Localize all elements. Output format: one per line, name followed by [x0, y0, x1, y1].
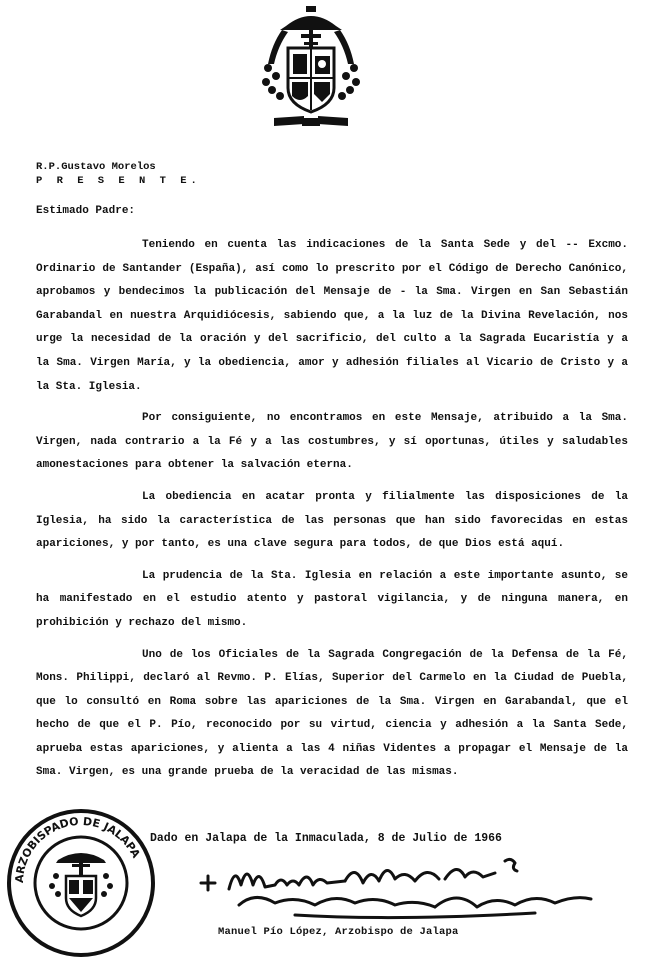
addressee-name: R.P.Gustavo Morelos: [36, 161, 156, 173]
signer-name: Manuel Pío López, Arzobispo de Jalapa: [218, 926, 459, 938]
salutation: Estimado Padre:: [36, 205, 136, 217]
handwritten-signature: [195, 855, 605, 930]
archdiocese-seal-icon: [6, 808, 156, 958]
paragraph: La prudencia de la Sta. Iglesia en relación a este importante asunto, se ha manifestado en el estudio atento y pastoral vigilancia, y de ninguna manera, en prohibición y rechazo del mismo.: [36, 569, 628, 629]
addressee-presente: P R E S E N T E.: [36, 175, 201, 187]
seal-text: ARZOBISPADO DE JALAPA: [12, 814, 143, 884]
addressee-block: [36, 160, 201, 188]
letter-body: [36, 234, 628, 793]
paragraph: Uno de los Oficiales de la Sagrada Congregación de la Defensa de la Fé, Mons. Philippi, declaró al Revmo. P. Elías, Superior del Carmelo en la Ciudad de Puebla, que lo consultó en Roma sobre las apariciones de la Sma. Virgen en Garabandal, que el hecho de que el P. Pío, reconocido por su virtud, ciencia y adhesión a la Santa Sede, aprueba estas apariciones, y alienta a las 4 niñas Videntes a propagar el Mensaje de la Sma. Virgen, es una grande prueba de la veracidad de las mismas.: [36, 648, 628, 779]
coat-of-arms-icon: [258, 4, 364, 132]
paragraph: Por consiguiente, no encontramos en este Mensaje, atribuido a la Sma. Virgen, nada contrario a la Fé y a las costumbres, y sí oportunas, útiles y saludables amonestaciones para obtener la salvación eterna.: [36, 412, 628, 472]
paragraph: Teniendo en cuenta las indicaciones de la Santa Sede y del -- Excmo. Ordinario de Santander (España), así como lo prescrito por el Código de Derecho Canónico, aprobamos y bendecimos la publicación del Mensaje de - la Sma. Virgen en San Sebastián Garabandal en nuestra Arquidiócesis, sabiendo que, a la luz de la Divina Revelación, nos urge la necesidad de la oración y del sacrificio, del culto a la Sagrada Eucaristía y a la Sma. Virgen María, y la obediencia, amor y adhesión filiales al Vicario de Cristo y a la Sta. Iglesia.: [36, 239, 628, 393]
closing-line: Dado en Jalapa de la Inmaculada, 8 de Julio de 1966: [150, 832, 502, 845]
paragraph: La obediencia en acatar pronta y filialmente las disposiciones de la Iglesia, ha sido la característica de las personas que han sido favorecidas en estas apariciones, y por tanto, es una clave segura para todos, de que Dios está aquí.: [36, 490, 628, 551]
